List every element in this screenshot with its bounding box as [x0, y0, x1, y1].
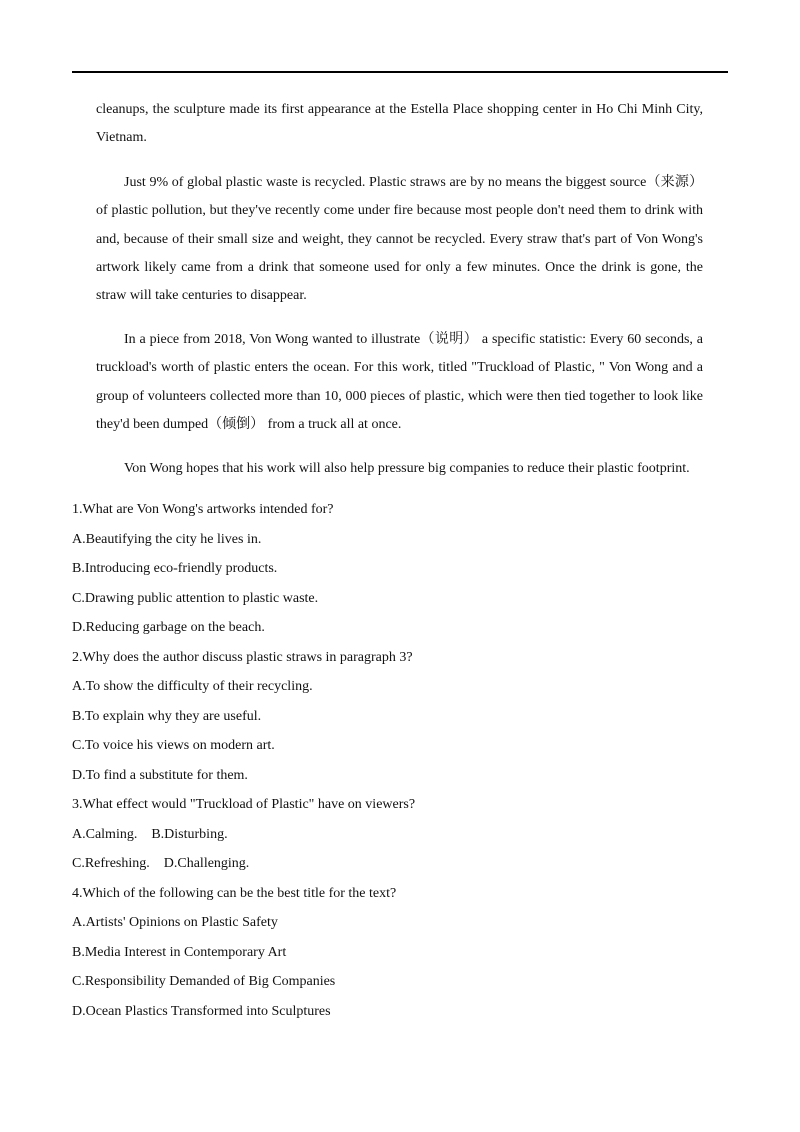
- question-4-option-d[interactable]: D.Ocean Plastics Transformed into Sculptures: [72, 1004, 331, 1019]
- passage-paragraph-3: In a piece from 2018, Von Wong wanted to illustrate（说明） a specific statistic: Every 60 seconds, a truckload's worth of plastic enters the ocean. For this work, titled "Truckload of Plastic, " Von Wong and a group of volunteers collected more than 10, 000 pieces of plastic, which were then tied together to look like they'd been dumped（倾倒） from a truck all at once.: [96, 332, 703, 432]
- passage-paragraph-1: cleanups, the sculpture made its first appearance at the Estella Place shopping center in Ho Chi Minh City, Vietnam.: [96, 102, 703, 146]
- question-1-option-b[interactable]: B.Introducing eco-friendly products.: [72, 561, 278, 576]
- question-4-stem: 4.Which of the following can be the best title for the text?: [72, 886, 397, 901]
- question-4-option-a[interactable]: A.Artists' Opinions on Plastic Safety: [72, 915, 278, 930]
- question-4-option-c[interactable]: C.Responsibility Demanded of Big Companies: [72, 974, 336, 989]
- question-2-stem: 2.Why does the author discuss plastic straws in paragraph 3?: [72, 650, 413, 665]
- question-2-option-a[interactable]: A.To show the difficulty of their recycling.: [72, 679, 313, 694]
- question-1-option-a[interactable]: A.Beautifying the city he lives in.: [72, 532, 262, 547]
- question-1-option-c[interactable]: C.Drawing public attention to plastic waste.: [72, 591, 319, 606]
- question-2-option-c[interactable]: C.To voice his views on modern art.: [72, 738, 275, 753]
- question-3-row-cd: [72, 855, 249, 873]
- question-1-option-d[interactable]: D.Reducing garbage on the beach.: [72, 620, 265, 635]
- passage-paragraph-2: Just 9% of global plastic waste is recycled. Plastic straws are by no means the biggest source（来源） of plastic pollution, but they've recently come under fire because most people don't need them to drink with and, because of their small size and weight, they cannot be recycled. Every straw that's part of Von Wong's artwork likely came from a drink that someone used for only a few minutes. Once the drink is gone, the straw will take centuries to disappear.: [96, 175, 703, 304]
- header-rule: [72, 71, 728, 73]
- question-2-option-d[interactable]: D.To find a substitute for them.: [72, 768, 248, 783]
- question-1-stem: 1.What are Von Wong's artworks intended for?: [72, 502, 334, 517]
- question-4-option-b[interactable]: B.Media Interest in Contemporary Art: [72, 945, 287, 960]
- question-3-stem: 3.What effect would "Truckload of Plastic" have on viewers?: [72, 797, 416, 812]
- question-3-option-a[interactable]: A.Calming.: [72, 827, 138, 842]
- question-3-row-ab: [72, 826, 228, 844]
- question-3-option-b[interactable]: B.Disturbing.: [151, 827, 228, 842]
- question-3-option-d[interactable]: D.Challenging.: [163, 856, 250, 871]
- question-2-option-b[interactable]: B.To explain why they are useful.: [72, 709, 262, 724]
- question-3-option-c[interactable]: C.Refreshing.: [72, 856, 150, 871]
- passage-paragraph-4: Von Wong hopes that his work will also help pressure big companies to reduce their plastic footprint.: [124, 461, 690, 476]
